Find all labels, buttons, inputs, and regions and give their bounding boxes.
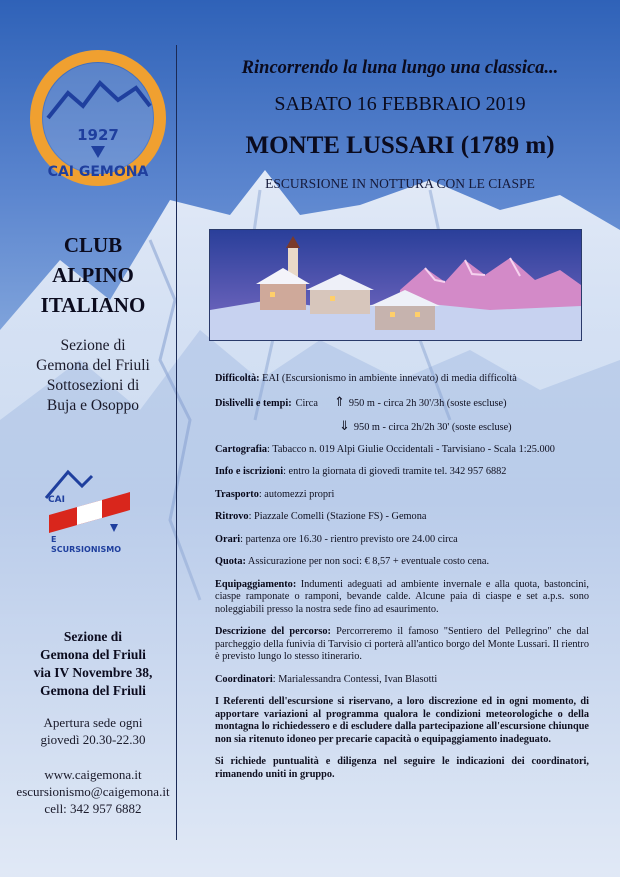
- percorso-row: [215, 626, 589, 664]
- sezione-line: Buja e Osoppo: [46, 397, 140, 414]
- village-photo: [209, 229, 582, 341]
- sezione-line: Sottosezioni di: [46, 377, 140, 394]
- disclaimer-notice: I Referenti dell'escursione si riservano, a loro discrezione ed in ogni momento, di apportare variazioni al programma qualora le condizioni meteorologiche o della montagna lo richiedessero e di escludere dalla partecipazione all'escursione chiunque non sia ritenuto idoneo per precarie capacità o equipaggiamento inadeguato.: [215, 696, 589, 745]
- club-name: [8, 230, 178, 320]
- event-subtitle: ESCURSIONE IN NOTTURA CON LE CIASPE: [265, 176, 535, 191]
- sezione-line: Sezione di: [60, 337, 126, 354]
- dislivelli-row: [215, 393, 589, 444]
- dislivelli-down: 950 m - circa 2h/2h 30' (soste escluse): [353, 421, 512, 433]
- info-value: : entro la giornata di giovedì tramite tel. 342 957 6882: [283, 466, 507, 477]
- info-row: [215, 466, 589, 479]
- cartografia-label: Cartografia: [215, 443, 268, 455]
- esc-logo-top: CAI: [48, 495, 65, 505]
- difficolta-row: [215, 373, 589, 386]
- punctuality-notice: Si richiede puntualità e diligenza nel seguire le indicazioni dei coordinatori, rimanendo uniti in gruppo.: [215, 756, 589, 780]
- logo-year: 1927: [77, 126, 119, 144]
- event-details: [215, 373, 589, 791]
- club-line: ALPINO: [52, 263, 134, 287]
- escursionismo-logo: [44, 460, 139, 555]
- event-date: SABATO 16 FEBBRAIO 2019: [274, 93, 526, 115]
- esc-logo-bottom: SCURSIONISMO: [51, 545, 122, 554]
- quota-label: Quota:: [215, 556, 246, 567]
- esc-logo-mid: E: [51, 535, 57, 544]
- equipaggiamento-row: [215, 579, 589, 617]
- address-line: Gemona del Friuli: [40, 683, 146, 698]
- difficolta-label: Difficoltà:: [215, 373, 260, 384]
- quota-value: Assicurazione per non soci: € 8,57 + eventuale costo cena.: [245, 556, 490, 567]
- difficolta-value: EAI (Escursionismo in ambiente innevato) di media difficoltà: [259, 373, 517, 384]
- orari-label: Orari: [215, 533, 241, 545]
- quota-row: [215, 556, 589, 569]
- ritrovo-label: Ritrovo: [215, 511, 249, 522]
- logo-name: CAI GEMONA: [47, 164, 149, 180]
- orari-row: [215, 534, 589, 547]
- cartografia-value: : Tabacco n. 019 Alpi Giulie Occidentali - Tarvisiano - Scala 1:25.000: [267, 443, 555, 455]
- address-line: Gemona del Friuli: [40, 647, 146, 662]
- equipaggiamento-value: Indumenti adeguati ad ambiente invernale e alla quota, bastoncini, ciaspe ramponate o ramponi, bevande calde. Alcune paia di ciaspe e set a.p.s. sono noleggiabili presso la nostra sede fino ad esaurimento.: [215, 578, 589, 615]
- tagline: Rincorrendo la luna lungo una classica...: [241, 58, 559, 78]
- page-title: MONTE LUSSARI (1789 m): [245, 132, 555, 159]
- coordinatori-value: : Marialessandra Contessi, Ivan Blasotti: [272, 673, 438, 685]
- opening-line: Apertura sede ogni: [43, 715, 143, 730]
- arrow-down-icon: ⇓: [339, 417, 350, 433]
- coordinatori-row: [215, 674, 589, 687]
- club-line: ITALIANO: [40, 293, 146, 317]
- sezione-block: [8, 336, 178, 416]
- opening-line: giovedì 20.30-22.30: [40, 732, 146, 747]
- contacts-block: [8, 766, 178, 817]
- address-line: via IV Novembre 38,: [33, 665, 153, 680]
- sezione-line: Gemona del Friuli: [36, 357, 150, 374]
- trasporto-label: Trasporto: [215, 488, 259, 500]
- ritrovo-value: : Piazzale Comelli (Stazione FS) - Gemona: [248, 511, 427, 522]
- email-link[interactable]: escursionismo@caigemona.it: [16, 784, 170, 799]
- trasporto-value: : automezzi propri: [258, 488, 335, 500]
- opening-hours: [8, 714, 178, 748]
- dislivelli-circa: Circa: [295, 397, 318, 409]
- address-block: [8, 628, 178, 700]
- percorso-label: Descrizione del percorso:: [215, 626, 331, 637]
- dislivelli-up: 950 m - circa 2h 30'/3h (soste escluse): [348, 397, 507, 409]
- club-line: CLUB: [63, 233, 123, 257]
- coordinatori-label: Coordinatori: [215, 673, 273, 685]
- cartografia-row: [215, 444, 589, 457]
- equipaggiamento-label: Equipaggiamento:: [215, 578, 297, 590]
- address-line: Sezione di: [63, 629, 123, 644]
- info-label: Info e iscrizioni: [215, 466, 284, 477]
- website-link[interactable]: www.caigemona.it: [44, 767, 142, 782]
- cai-gemona-logo: [28, 48, 168, 188]
- dislivelli-label: Dislivelli e tempi:: [215, 397, 292, 409]
- percorso-value: Percorreremo il famoso "Sentiero del Pellegrino" che dal parcheggio della funivia di Tarvisio ci porterà all'antico borgo del Monte Lussari. Il rientro è previsto lungo lo stesso itinerario.: [215, 626, 589, 662]
- phone-number: cell: 342 957 6882: [44, 801, 142, 816]
- trasporto-row: [215, 489, 589, 502]
- ritrovo-row: [215, 511, 589, 524]
- orari-value: : partenza ore 16.30 - rientro previsto ore 24.00 circa: [240, 533, 458, 545]
- arrow-up-icon: ⇑: [333, 393, 345, 409]
